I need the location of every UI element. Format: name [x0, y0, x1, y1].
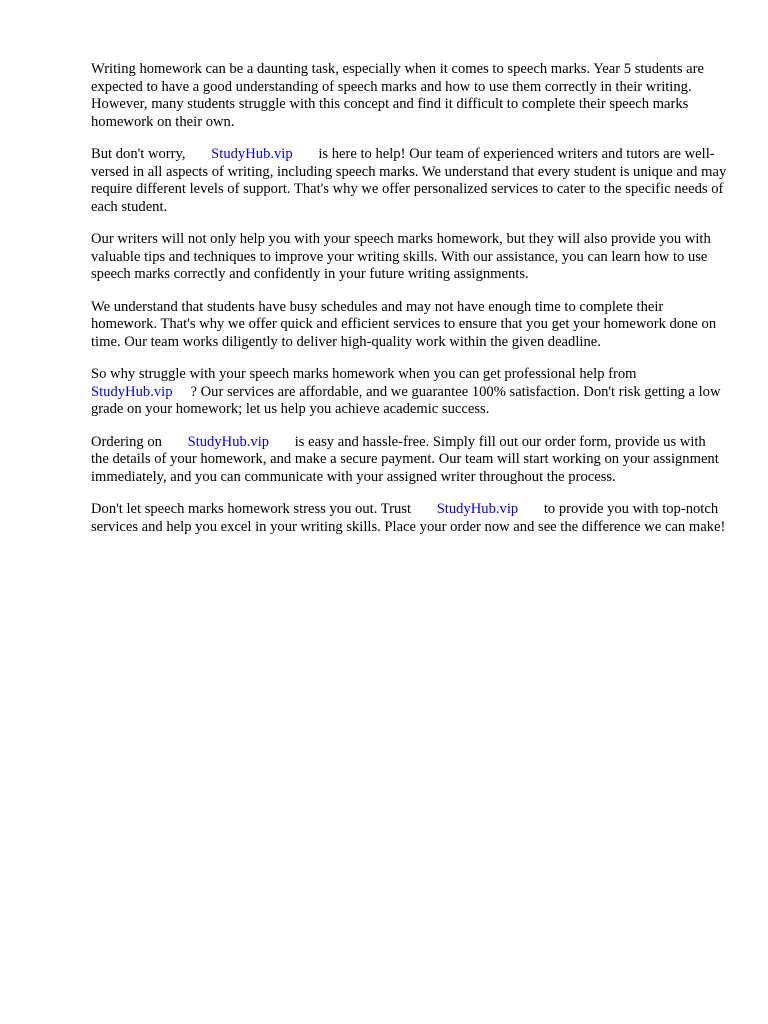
paragraph-text: Our writers will not only help you with your speech marks homework, but they will also provide you with valuable tips and techniques to improve your writing skills. With our assistance, you can learn how to use speech marks correctly and confidently in your future writing assignments. [91, 231, 711, 282]
studyhub-link[interactable]: StudyHub.vip [436, 501, 519, 517]
paragraph-text: Don't let speech marks homework stress you out. Trust [91, 501, 412, 517]
paragraph-text: We understand that students have busy schedules and may not have enough time to complete their homework. That's why we offer quick and efficient services to ensure that you get your homework done on time. Our team works diligently to deliver high-quality work within the given deadline. [91, 298, 717, 350]
paragraph-text: ? Our services are affordable, and we guarantee 100% satisfaction. Don't risk getting a low grade on your homework; let us help you achieve academic success. [91, 383, 721, 417]
paragraph-text: But don't worry, [91, 146, 186, 162]
paragraph-text: is easy and hassle-free. Simply fill out our order form, provide us with the details of your homework, and make a secure payment. Our team will start working on your assignment immediately, and you can communicate with your assigned writer throughout the process. [91, 433, 719, 485]
paragraph-closing [91, 501, 727, 536]
studyhub-link[interactable]: StudyHub.vip [187, 433, 270, 450]
paragraph-writers [91, 231, 727, 284]
studyhub-link[interactable]: StudyHub.vip [91, 383, 173, 400]
paragraph-intro [91, 61, 727, 131]
paragraph-why [91, 366, 727, 419]
studyhub-link[interactable]: StudyHub.vip [211, 146, 293, 162]
paragraph-help [91, 146, 727, 216]
paragraph-text: to provide you with top-notch services and help you excel in your writing skills. Place your order now and see the difference we can make! [91, 501, 726, 535]
document-page [91, 61, 727, 551]
paragraph-text: is here to help! Our team of experienced writers and tutors are well-versed in all aspects of writing, including speech marks. We understand that every student is unique and may require different levels of support. That's why we offer personalized services to cater to the specific needs of each student. [91, 146, 727, 215]
paragraph-ordering [91, 434, 727, 487]
paragraph-text: Ordering on [91, 433, 162, 450]
paragraph-schedules [91, 299, 727, 352]
paragraph-text: Writing homework can be a daunting task, especially when it comes to speech marks. Year 5 students are expected to have a good understanding of speech marks and how to use them correctly in their writing. However, many students struggle with this concept and find it difficult to complete their speech marks homework on their own. [91, 61, 704, 130]
paragraph-text: So why struggle with your speech marks homework when you can get professional help from [91, 366, 637, 382]
